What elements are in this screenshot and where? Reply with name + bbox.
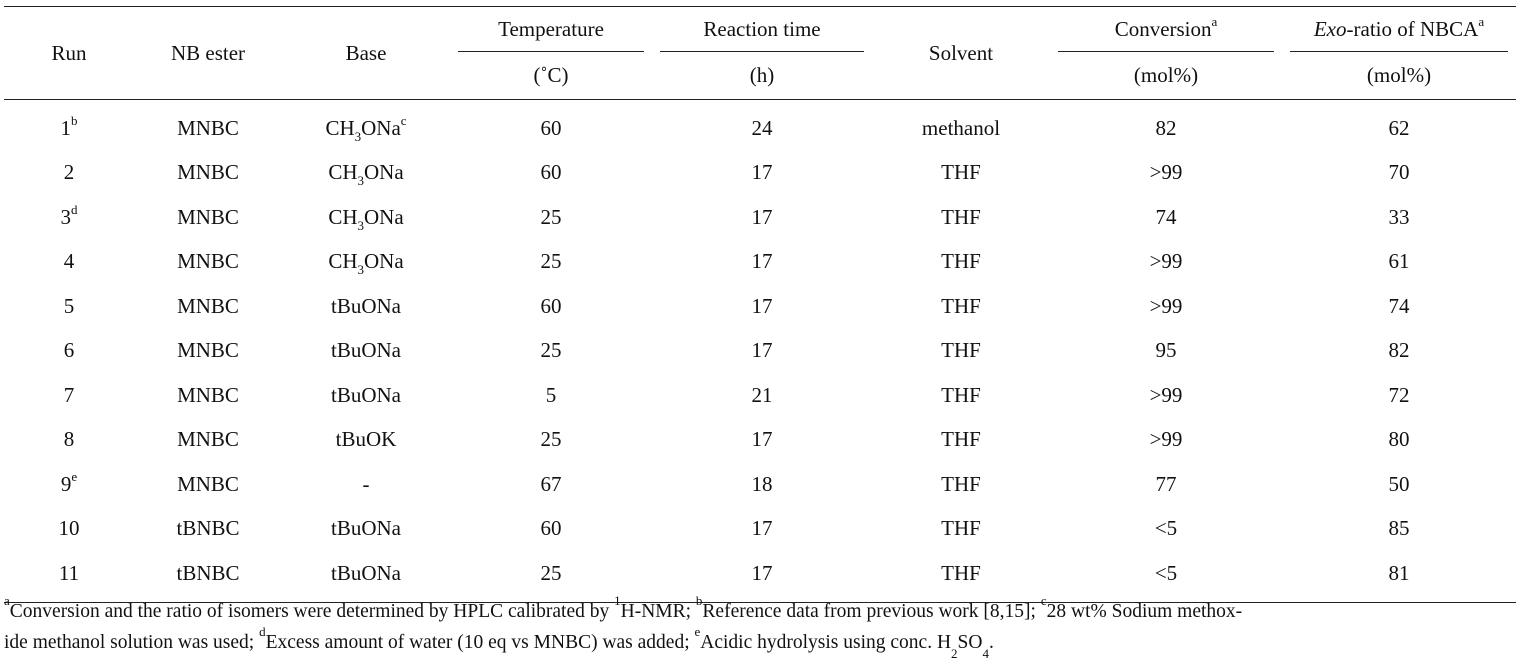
subscript: 4 — [982, 646, 989, 661]
header-exo-unit: (mol%) — [1282, 52, 1516, 100]
footnote-marker: a — [1211, 14, 1218, 29]
cell-solvent: THF — [941, 516, 981, 541]
header-run: Run — [4, 7, 134, 100]
cell-nb-ester: MNBC — [177, 338, 239, 363]
header-exo-italic: Exo — [1313, 17, 1347, 41]
footnote-marker: b — [71, 112, 78, 128]
cell-exo-ratio: 74 — [1388, 293, 1410, 318]
footnote-marker: c — [400, 112, 407, 128]
cell-conversion: 95 — [1155, 338, 1177, 363]
table-row — [4, 551, 1516, 602]
header-nb-ester: NB ester — [134, 7, 282, 100]
table-row — [4, 462, 1516, 507]
cell-reaction-time: 18 — [751, 471, 773, 496]
cell-temperature: 60 — [540, 293, 562, 318]
cell-solvent: THF — [941, 293, 981, 318]
cell-base — [282, 462, 450, 507]
base-text: tBuONa — [331, 338, 401, 363]
footnote-line-1 — [4, 593, 1516, 627]
cell-run — [4, 100, 134, 151]
cell-base — [282, 373, 450, 418]
cell-base — [282, 418, 450, 463]
footnote-e-text-3: . — [988, 632, 994, 653]
cell-nb-ester: MNBC — [177, 427, 239, 452]
base-text: tBuONa — [331, 382, 401, 407]
subscript: 3 — [357, 262, 365, 278]
footnote-marker: c — [1040, 593, 1047, 608]
cell-run — [4, 418, 134, 463]
footnote-marker: a — [4, 593, 10, 608]
table-row — [4, 284, 1516, 329]
cell-conversion: 77 — [1155, 471, 1177, 496]
header-reaction-time-unit: (h) — [652, 52, 872, 100]
base-text: tBuONa — [331, 516, 401, 541]
footnote-e-text: Acidic hydrolysis using conc. H — [700, 632, 952, 653]
superscript: 1 — [614, 593, 621, 608]
cell-conversion: 82 — [1155, 115, 1177, 140]
cell-conversion: 74 — [1155, 204, 1177, 229]
cell-base — [282, 329, 450, 374]
footnote-marker: b — [695, 593, 703, 608]
footnote-a-text-end: H-NMR; — [620, 601, 696, 622]
table-row — [4, 240, 1516, 285]
subscript: 2 — [951, 646, 958, 661]
cell-conversion: >99 — [1149, 293, 1183, 318]
base-text: - — [362, 471, 370, 496]
base-text: CH — [328, 160, 358, 185]
cell-conversion: >99 — [1149, 249, 1183, 274]
base-text: CH — [328, 249, 358, 274]
base-text-end: ONa — [364, 204, 404, 229]
cell-base — [282, 551, 450, 602]
footnote-a-text: Conversion and the ratio of isomers were determined by HPLC calibrated by — [9, 601, 615, 622]
base-text: tBuOK — [335, 427, 397, 452]
cell-run — [4, 551, 134, 602]
footnote-b-text: Reference data from previous work [8,15]; — [702, 601, 1041, 622]
header-exo-ratio — [1282, 7, 1516, 53]
subscript: 3 — [357, 217, 365, 233]
cell-conversion: <5 — [1154, 516, 1178, 541]
cell-solvent: THF — [941, 160, 981, 185]
cell-run — [4, 373, 134, 418]
footnote-c-text: 28 wt% Sodium methox- — [1046, 601, 1243, 622]
subscript: 3 — [357, 173, 365, 189]
table-header — [4, 7, 1516, 100]
footnote-marker: d — [259, 624, 266, 639]
table-body — [4, 100, 1516, 603]
cell-base — [282, 507, 450, 552]
cell-solvent: THF — [941, 427, 981, 452]
cell-conversion: >99 — [1149, 427, 1183, 452]
run-number: 8 — [63, 427, 75, 452]
cell-conversion: <5 — [1050, 551, 1282, 602]
run-number: 5 — [63, 293, 75, 318]
cell-run — [4, 284, 134, 329]
cell-temperature: 25 — [540, 249, 562, 274]
base-text: tBuONa — [331, 560, 401, 585]
cell-temperature: 25 — [540, 427, 562, 452]
header-solvent: Solvent — [872, 7, 1050, 100]
cell-base — [282, 100, 450, 151]
cell-nb-ester: MNBC — [177, 471, 239, 496]
cell-exo-ratio: 72 — [1388, 382, 1410, 407]
cell-temperature: 25 — [540, 204, 562, 229]
cell-temperature: 67 — [540, 471, 562, 496]
cell-run — [4, 507, 134, 552]
cell-temperature: 60 — [540, 115, 562, 140]
header-base: Base — [282, 7, 450, 100]
results-table — [4, 6, 1516, 603]
table-row — [4, 100, 1516, 151]
footnote-marker: d — [71, 201, 78, 217]
base-text: CH — [325, 115, 355, 140]
table-row — [4, 195, 1516, 240]
run-number: 10 — [58, 516, 80, 541]
run-number: 3 — [60, 204, 71, 229]
cell-temperature: 25 — [540, 338, 562, 363]
cell-temperature: 25 — [450, 551, 652, 602]
cell-reaction-time: 21 — [751, 382, 773, 407]
cell-reaction-time: 17 — [751, 338, 773, 363]
footnote-marker: a — [1478, 14, 1485, 29]
cell-reaction-time: 17 — [652, 551, 872, 602]
cell-conversion: >99 — [1149, 160, 1183, 185]
cell-reaction-time: 17 — [751, 293, 773, 318]
header-temperature-unit: (˚C) — [450, 52, 652, 100]
cell-solvent: THF — [941, 338, 981, 363]
cell-reaction-time: 17 — [751, 249, 773, 274]
table-row — [4, 373, 1516, 418]
cell-exo-ratio: 33 — [1388, 204, 1410, 229]
header-temperature: Temperature — [450, 7, 652, 53]
base-text-end: ONa — [364, 249, 404, 274]
cell-run — [4, 195, 134, 240]
cell-base — [282, 151, 450, 196]
header-conversion-text: Conversion — [1114, 17, 1212, 41]
footnote-marker: e — [71, 468, 78, 484]
run-number: 2 — [63, 160, 75, 185]
cell-exo-ratio: 61 — [1388, 249, 1410, 274]
cell-run — [4, 151, 134, 196]
run-number: 1 — [60, 115, 71, 140]
cell-solvent: methanol — [921, 115, 1001, 140]
base-text-end: ONa — [364, 160, 404, 185]
cell-reaction-time: 17 — [751, 204, 773, 229]
table-row — [4, 329, 1516, 374]
cell-nb-ester: MNBC — [177, 293, 239, 318]
subscript: 3 — [354, 128, 362, 144]
header-conversion-unit: (mol%) — [1050, 52, 1282, 100]
cell-run — [4, 462, 134, 507]
footnote-c-text-cont: ide methanol solution was used; — [4, 632, 260, 653]
cell-base — [282, 240, 450, 285]
cell-nb-ester: MNBC — [177, 160, 239, 185]
cell-run — [4, 329, 134, 374]
run-number: 7 — [63, 382, 75, 407]
cell-reaction-time: 17 — [751, 516, 773, 541]
table-footnotes — [4, 593, 1516, 661]
footnote-d-text: Excess amount of water (10 eq vs MNBC) was added; — [265, 632, 695, 653]
cell-nb-ester: MNBC — [177, 382, 239, 407]
cell-nb-ester: MNBC — [177, 249, 239, 274]
cell-solvent: THF — [872, 551, 1050, 602]
cell-conversion: >99 — [1149, 382, 1183, 407]
header-exo-text: -ratio of NBCA — [1346, 17, 1479, 41]
cell-reaction-time: 17 — [751, 427, 773, 452]
cell-reaction-time: 24 — [751, 115, 773, 140]
cell-nb-ester: tBNBC — [176, 516, 240, 541]
table-row — [4, 418, 1516, 463]
cell-exo-ratio: 62 — [1388, 115, 1410, 140]
cell-temperature: 60 — [540, 516, 562, 541]
cell-solvent: THF — [941, 471, 981, 496]
cell-exo-ratio: 50 — [1388, 471, 1410, 496]
cell-nb-ester: MNBC — [177, 204, 239, 229]
cell-nb-ester: tBNBC — [134, 551, 282, 602]
cell-run — [4, 240, 134, 285]
cell-temperature: 5 — [545, 382, 557, 407]
cell-exo-ratio: 82 — [1388, 338, 1410, 363]
run-number: 4 — [63, 249, 75, 274]
cell-base — [282, 195, 450, 240]
cell-nb-ester: MNBC — [177, 115, 239, 140]
base-text: tBuONa — [331, 293, 401, 318]
cell-exo-ratio: 80 — [1388, 427, 1410, 452]
header-reaction-time: Reaction time — [652, 7, 872, 53]
table-row — [4, 151, 1516, 196]
run-number: 11 — [58, 560, 80, 585]
cell-solvent: THF — [941, 249, 981, 274]
base-text: CH — [328, 204, 358, 229]
cell-reaction-time: 17 — [751, 160, 773, 185]
table-row — [4, 507, 1516, 552]
cell-exo-ratio: 70 — [1388, 160, 1410, 185]
run-number: 9 — [60, 471, 72, 496]
header-conversion — [1050, 7, 1282, 53]
cell-base — [282, 284, 450, 329]
cell-exo-ratio: 81 — [1282, 551, 1516, 602]
cell-temperature: 60 — [540, 160, 562, 185]
cell-solvent: THF — [941, 204, 981, 229]
footnote-marker: e — [694, 624, 701, 639]
footnote-e-text-2: SO — [957, 632, 983, 653]
cell-exo-ratio: 85 — [1388, 516, 1410, 541]
base-text-end: ONa — [361, 115, 401, 140]
run-number: 6 — [63, 338, 75, 363]
cell-solvent: THF — [941, 382, 981, 407]
footnote-line-2 — [4, 624, 1516, 661]
